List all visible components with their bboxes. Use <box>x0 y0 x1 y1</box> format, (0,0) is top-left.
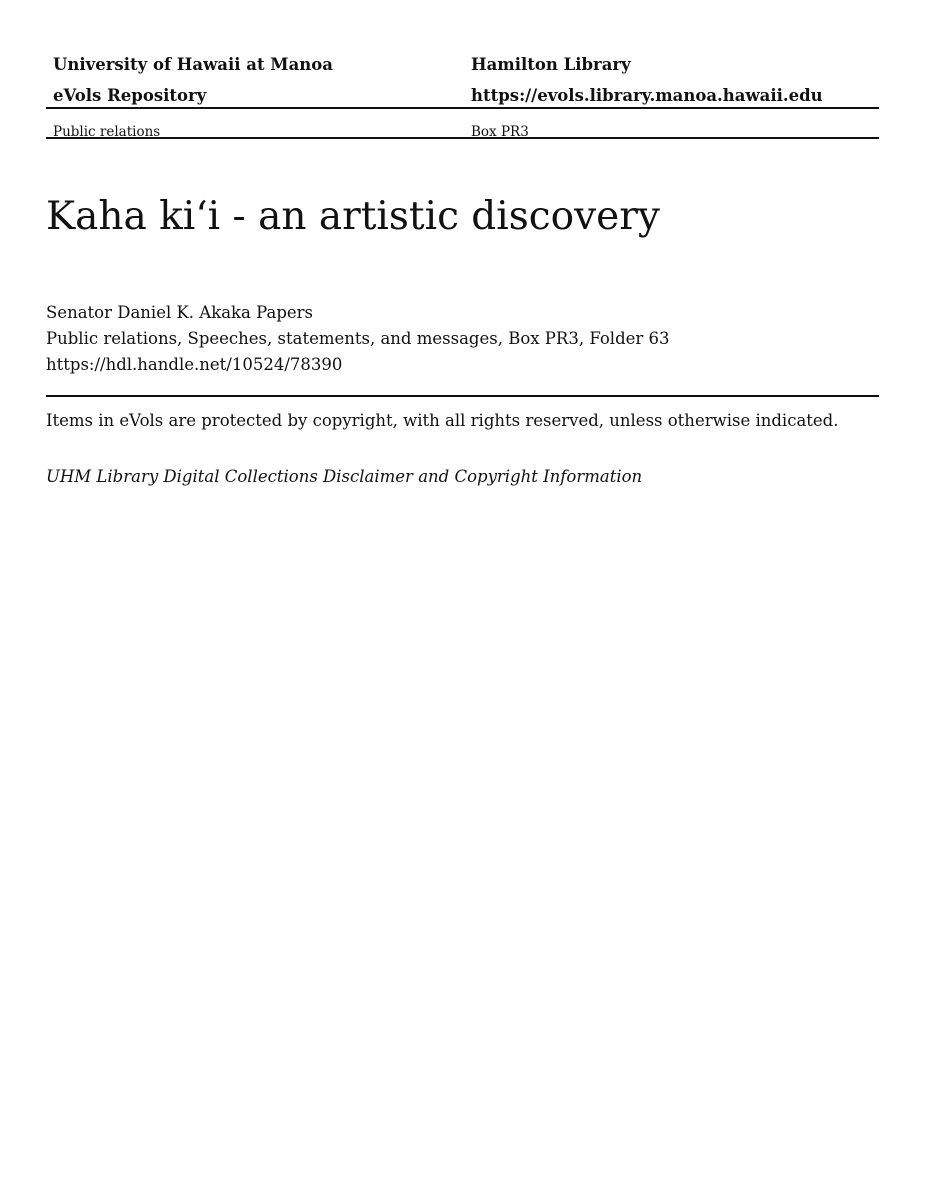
header-row-1 <box>46 52 879 83</box>
header-divider-bottom <box>46 137 879 139</box>
folder-location: Public relations, Speeches, statements, and messages, Box PR3, Folder 63 <box>46 329 670 348</box>
series-name: Public relations <box>53 124 161 140</box>
library-name: Hamilton Library <box>471 55 631 74</box>
rights-statement: Items in eVols are protected by copyright, with all rights reserved, unless otherwise indicated. <box>46 411 839 430</box>
repository-name: eVols Repository <box>53 86 207 105</box>
header-divider-top <box>46 107 879 109</box>
header-row-2 <box>46 83 879 114</box>
disclaimer-link[interactable]: UHM Library Digital Collections Disclaimer and Copyright Information <box>46 467 643 486</box>
box-label: Box PR3 <box>471 124 529 140</box>
document-metadata <box>46 300 670 378</box>
repository-url[interactable]: https://evols.library.manoa.hawaii.edu <box>471 86 823 105</box>
metadata-divider <box>46 395 879 397</box>
institution-name: University of Hawaii at Manoa <box>53 55 333 74</box>
collection-name: Senator Daniel K. Akaka Papers <box>46 303 314 322</box>
handle-link[interactable]: https://hdl.handle.net/10524/78390 <box>46 355 343 374</box>
document-title: Kaha kiʻi - an artistic discovery <box>46 194 660 239</box>
header-table <box>46 52 879 143</box>
